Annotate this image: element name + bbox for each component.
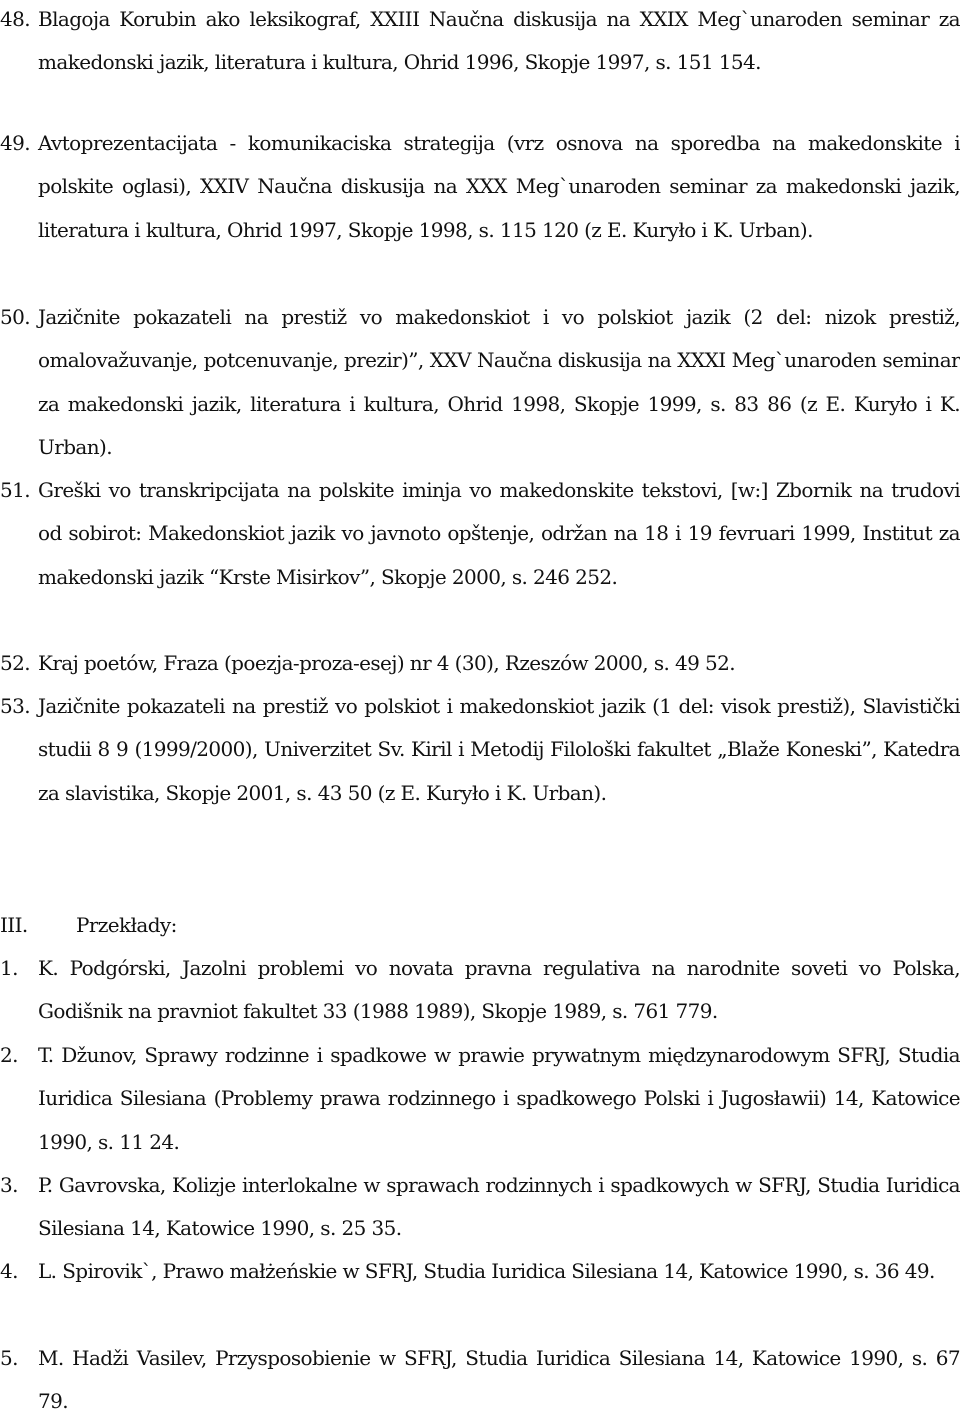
item-number: 2. (0, 1043, 18, 1067)
item-text: Jazičnite pokazateli na prestiž vo polskiot i makedonskiot jazik (1 del: visok prestiž), Slavistički studii 8 9 (1999/2000), Univerzitet Sv. Kiril i Metodij Filološki fakultet „Blaže Koneski”, Katedra za slavistika, Skopje 2001, s. 43 50 (z E. Kuryło i K. Urban). (38, 694, 960, 805)
section-title: Przekłady: (76, 913, 177, 937)
item-number: 5. (0, 1346, 18, 1370)
bibliography-item (0, 469, 960, 599)
item-number: 52. (0, 651, 31, 675)
section-number: III. (0, 913, 28, 937)
bibliography-item (0, 0, 960, 85)
bibliography-item (0, 685, 960, 815)
item-number: 1. (0, 956, 18, 980)
bibliography-item (0, 122, 960, 252)
item-number: 48. (0, 7, 31, 31)
item-number: 53. (0, 694, 31, 718)
item-text: M. Hadži Vasilev, Przysposobienie w SFRJ, Studia Iuridica Silesiana 14, Katowice 1990, s. 67 79. (38, 1346, 960, 1414)
item-text: Kraj poetów, Fraza (poezja-proza-esej) nr 4 (30), Rzeszów 2000, s. 49 52. (38, 651, 736, 675)
item-number: 3. (0, 1173, 18, 1197)
item-number: 51. (0, 478, 31, 502)
translation-item (0, 1337, 960, 1424)
item-text: L. Spirovik`, Prawo małżeńskie w SFRJ, Studia Iuridica Silesiana 14, Katowice 1990, s. 36 49. (38, 1259, 935, 1283)
item-number: 4. (0, 1259, 18, 1283)
item-text: P. Gavrovska, Kolizje interlokalne w sprawach rodzinnych i spadkowych w SFRJ, Studia Iuridica Silesiana 14, Katowice 1990, s. 25 35. (38, 1173, 960, 1241)
item-text: T. Džunov, Sprawy rodzinne i spadkowe w prawie prywatnym międzynarodowym SFRJ, Studia Iuridica Silesiana (Problemy prawa rodzinnego i spadkowego Polski i Jugosławii) 14, Katowice 1990, s. 11 24. (38, 1043, 960, 1154)
item-text: Avtoprezentacijata - komunikaciska strategija (vrz osnova na sporedba na makedonskite i polskite oglasi), XXIV Naučna diskusija na XXX Meg`unaroden seminar za makedonski jazik, literatura i kultura, Ohrid 1997, Skopje 1998, s. 115 120 (z E. Kuryło i K. Urban). (38, 131, 960, 242)
item-text: Jazičnite pokazateli na prestiž vo makedonskiot i vo polskiot jazik (2 del: nizok prestiž, omalovažuvanje, potcenuvanje, prezir)”, XXV Naučna diskusija na XXXI Meg`unaroden seminar za makedonski jazik, literatura i kultura, Ohrid 1998, Skopje 1999, s. 83 86 (z E. Kuryło i K. Urban). (38, 305, 960, 459)
item-number: 50. (0, 305, 31, 329)
translation-item (0, 1034, 960, 1164)
translation-item (0, 1250, 960, 1293)
item-text: Greški vo transkripcijata na polskite iminja vo makedonskite tekstovi, [w:] Zbornik na trudovi od sobirot: Makedonskiot jazik vo javnoto opštenje, održan na 18 i 19 fevruari 1999, Institut za makedonski jazik “Krste Misirkov”, Skopje 2000, s. 246 252. (38, 478, 960, 589)
bibliography-item (0, 642, 960, 685)
item-text: Blagoja Korubin ako leksikograf, XXIII Naučna diskusija na XXIX Meg`unaroden seminar za makedonski jazik, literatura i kultura, Ohrid 1996, Skopje 1997, s. 151 154. (38, 7, 960, 75)
item-text: K. Podgórski, Jazolni problemi vo novata pravna regulativa na narodnite soveti vo Polska, Godišnik na pravniot fakultet 33 (1988 1989), Skopje 1989, s. 761 779. (38, 956, 960, 1024)
translation-item (0, 1164, 960, 1251)
bibliography-item (0, 296, 960, 469)
item-number: 49. (0, 131, 31, 155)
translation-item (0, 947, 960, 1034)
